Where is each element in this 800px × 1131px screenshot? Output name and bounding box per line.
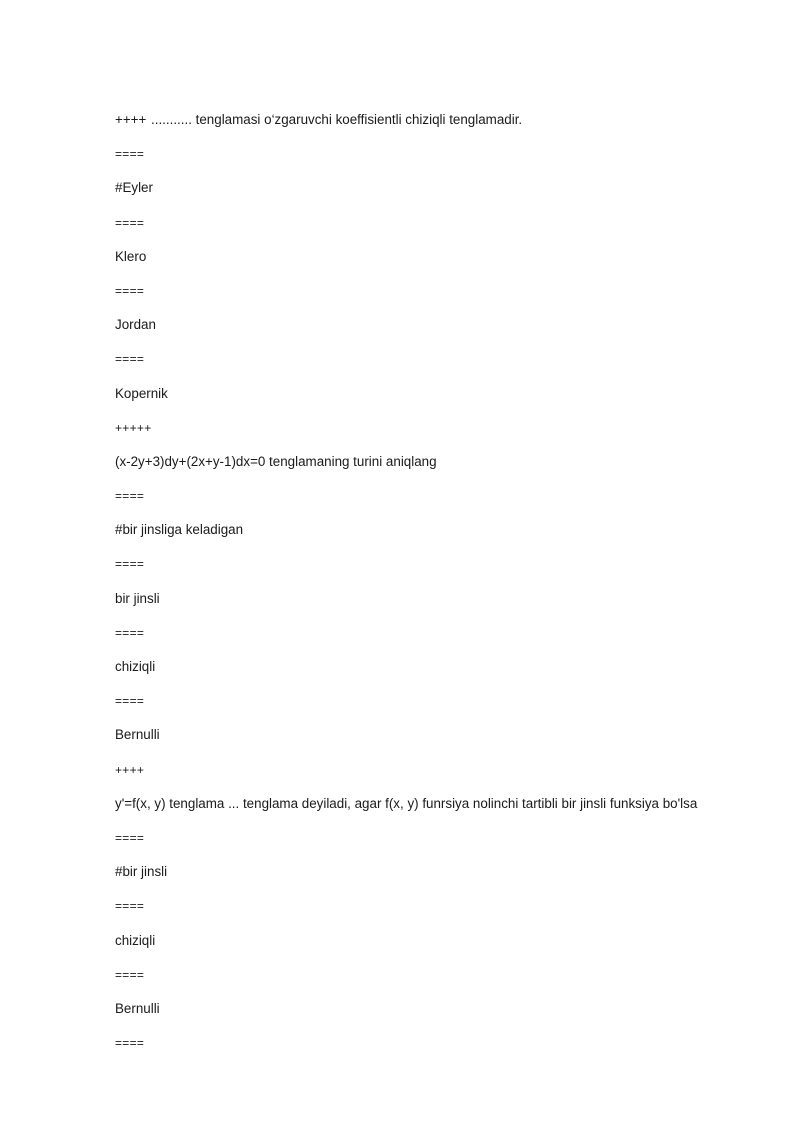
- option-chiziqli: chiziqli: [115, 932, 156, 948]
- separator: ====: [115, 489, 145, 504]
- question-1: [115, 110, 775, 144]
- question-2: (x-2y+3)dy+(2x+y-1)dx=0 tenglamaning turini aniqlang: [115, 453, 437, 469]
- option-bir-jinsli: bir jinsli: [115, 590, 160, 606]
- question-3: y'=f(x, y) tenglama ... tenglama deyiladi, agar f(x, y) funrsiya nolinchi tartibli bir jinsli funksiya bo'lsa: [115, 795, 698, 811]
- question-marker: +++++: [115, 420, 152, 435]
- option-bernulli: Bernulli: [115, 1000, 160, 1016]
- option-bernulli: Bernulli: [115, 727, 160, 743]
- question-marker: ++++: [115, 112, 147, 127]
- separator: ====: [115, 694, 145, 709]
- separator: ====: [115, 967, 145, 982]
- option-kopernik: Kopernik: [115, 385, 168, 401]
- question-text: ........... tenglamasi o‘zgaruvchi koeffisientli chiziqli tenglamadir.: [151, 112, 523, 127]
- separator: ====: [115, 352, 145, 367]
- question-marker: ++++: [115, 762, 145, 777]
- separator: ====: [115, 625, 145, 640]
- option-eyler: #Eyler: [115, 180, 153, 196]
- separator: ====: [115, 557, 145, 572]
- option-bir-jinsliga-keladigan: #bir jinsliga keladigan: [115, 522, 244, 538]
- separator: ====: [115, 283, 145, 298]
- document-body: [115, 110, 775, 1067]
- option-klero: Klero: [115, 248, 147, 264]
- separator: ====: [115, 215, 145, 230]
- separator: ====: [115, 147, 145, 162]
- separator: ====: [115, 1036, 145, 1051]
- separator: ====: [115, 830, 145, 845]
- separator: ====: [115, 899, 145, 914]
- option-jordan: Jordan: [115, 317, 156, 333]
- option-bir-jinsli: #bir jinsli: [115, 864, 168, 880]
- option-chiziqli: chiziqli: [115, 659, 156, 674]
